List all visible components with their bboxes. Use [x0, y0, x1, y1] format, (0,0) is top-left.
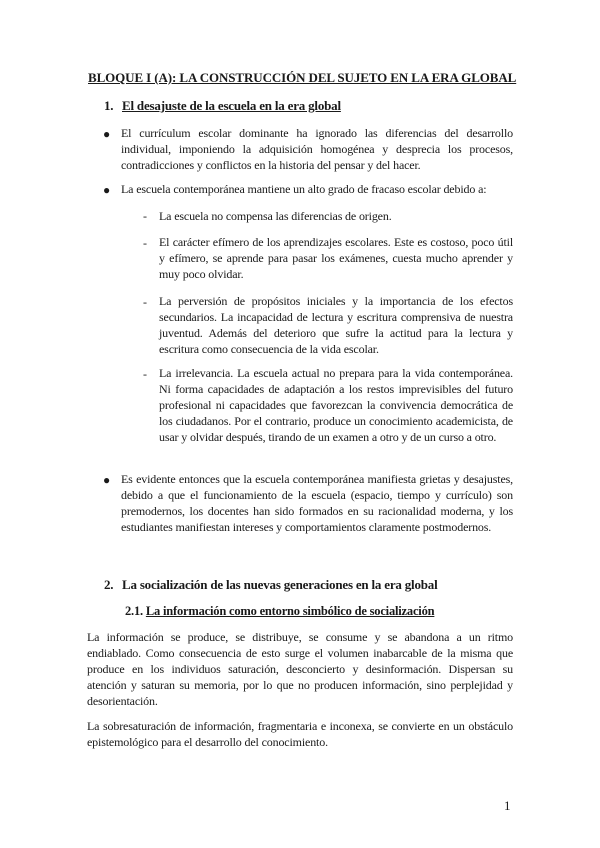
subsection-2-1-number: 2.1.: [125, 604, 143, 618]
dash-marker: -: [143, 236, 147, 250]
page-number: 1: [504, 798, 511, 813]
dash-item-1: La escuela no compensa las diferencias de origen.: [159, 209, 392, 223]
dash-marker: -: [143, 295, 147, 309]
bullet-paragraph-1: El currículum escolar dominante ha ignorado las diferencias del desarrollo individual, imponiendo la adquisición homogénea y desprecia los procesos, contradicciones y conflictos en la historia del pensar y del hacer.: [121, 126, 513, 172]
subsection-2-1-heading: [125, 604, 434, 619]
dash-item-4: La irrelevancia. La escuela actual no prepara para la vida contemporánea. Ni forma capacidades de adaptación a los restos imprevisibles del futuro profesional ni capacidades que favorezcan la convivencia democrática de los ciudadanos. Por el contrario, produce un conocimiento academicista, de usar y olvidar después, tirando de un examen a otro y de un curso a otro.: [159, 366, 513, 444]
section-1-heading: [104, 98, 341, 114]
paragraph-oversaturation: La sobresaturación de información, fragmentaria e inconexa, se convierte en un obstáculo epistemológico para el desarrollo del conocimiento.: [87, 719, 513, 749]
dash-marker: -: [143, 209, 147, 223]
dash-item-2: El carácter efímero de los aprendizajes escolares. Este es costoso, poco útil y efímero, se aprende para pasar los exámenes, cuesta mucho aprender y muy poco olvidar.: [159, 235, 513, 281]
section-1-number: 1.: [104, 98, 114, 113]
bullet-paragraph-2: La escuela contemporánea mantiene un alto grado de fracaso escolar debido a:: [121, 182, 487, 196]
section-2-number: 2.: [104, 577, 114, 592]
dash-item-3: La perversión de propósitos iniciales y la importancia de los efectos secundarios. La incapacidad de lectura y escritura comprensiva de nuestra juventud. Además del deterioro que sufre la actitud para la lectura y escritura como consecuencia de la vida escolar.: [159, 294, 513, 356]
section-2-heading: [104, 577, 438, 593]
paragraph-information: La información se produce, se distribuye, se consume y se abandona a un ritmo endiablado. Como consecuencia de esto surge el volumen inabarcable de la misma que produce en los individuos saturación, desconcierto y desinformación. Dispersan su atención y saturan su memoria, por lo que no producen información, sino perplejidad y desorientación.: [87, 630, 513, 708]
bullet-icon: ●: [103, 473, 111, 487]
bullet-paragraph-3: Es evidente entonces que la escuela contemporánea manifiesta grietas y desajustes, debido a que el funcionamiento de la escuela (espacio, tiempo y currículo) son premodernos, los docentes han sido formados en su racionalidad moderna, y los estudiantes manifiestan intereses y comportamientos claramente postmodernos.: [121, 472, 513, 534]
subsection-2-1-title: La información como entorno simbólico de socialización: [145, 604, 435, 618]
dash-marker: -: [143, 367, 147, 381]
document-title: BLOQUE I (A): LA CONSTRUCCIÓN DEL SUJETO EN LA ERA GLOBAL: [88, 70, 517, 85]
section-2-title: La socialización de las nuevas generaciones en la era global: [122, 577, 438, 592]
bullet-icon: ●: [103, 183, 111, 197]
section-1-title: El desajuste de la escuela en la era global: [122, 98, 341, 113]
bullet-icon: ●: [103, 127, 111, 141]
